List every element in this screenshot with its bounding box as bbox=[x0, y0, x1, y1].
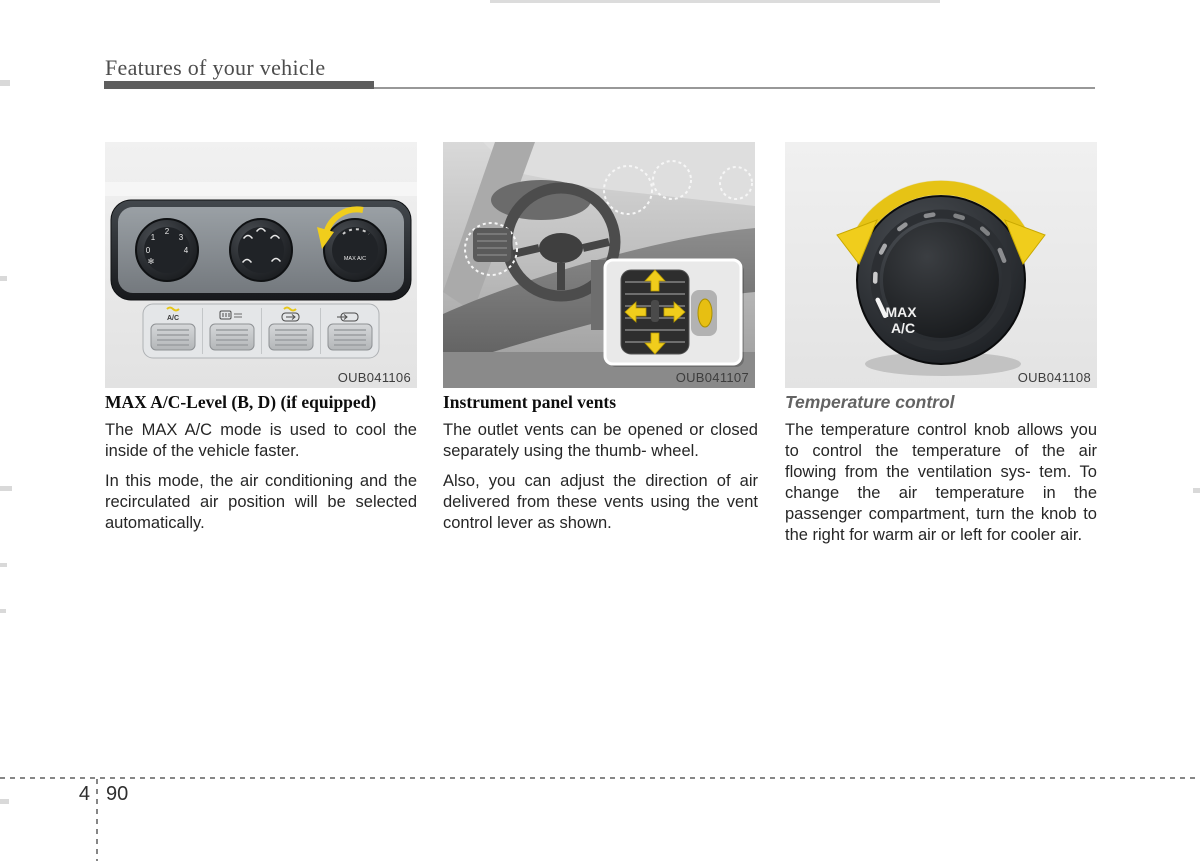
section-heading: Temperature control bbox=[785, 392, 955, 412]
page-title: Features of your vehicle bbox=[105, 55, 326, 80]
knob-label-max: MAX bbox=[885, 304, 917, 320]
figure-instrument-panel-vents bbox=[443, 142, 755, 388]
scan-artifact bbox=[1193, 488, 1200, 493]
svg-text:1: 1 bbox=[150, 233, 156, 242]
section-heading: MAX A/C-Level (B, D) (if equipped) bbox=[105, 392, 377, 412]
scan-artifact bbox=[0, 799, 9, 804]
climate-control-illustration bbox=[105, 142, 417, 388]
side-vent bbox=[473, 228, 511, 262]
section-heading: Instrument panel vents bbox=[443, 392, 617, 412]
knob-label-ac: A/C bbox=[890, 320, 916, 336]
figure-temperature-knob bbox=[785, 142, 1097, 388]
page-number: 90 bbox=[106, 783, 129, 805]
temperature-knob-illustration bbox=[785, 142, 1097, 388]
section-temperature-control bbox=[785, 392, 1097, 555]
vent-inset-callout bbox=[605, 260, 744, 367]
switch-strip bbox=[143, 304, 379, 358]
section-paragraph: The MAX A/C mode is used to cool the inside of the vehicle faster. bbox=[105, 421, 417, 460]
fan-speed-knob bbox=[136, 219, 198, 281]
figure-caption: OUB041106 bbox=[337, 370, 411, 385]
svg-text:MAX A/C: MAX A/C bbox=[343, 256, 367, 262]
scan-artifact bbox=[0, 609, 6, 613]
scan-artifact bbox=[0, 276, 7, 281]
mode-knob bbox=[230, 219, 292, 281]
figure-climate-control-panel bbox=[105, 142, 417, 388]
temperature-knob-small bbox=[324, 219, 386, 281]
figure-caption: OUB041108 bbox=[1017, 370, 1091, 385]
scan-artifact bbox=[0, 563, 7, 567]
section-paragraph: Also, you can adjust the direction of air delivered from these vents using the vent control lever as shown. bbox=[443, 472, 758, 532]
section-paragraph: In this mode, the air conditioning and the recirculated air position will be selected automatically. bbox=[105, 472, 417, 532]
svg-text:0: 0 bbox=[145, 246, 151, 255]
fan-icon: ✻ bbox=[147, 257, 155, 266]
svg-text:2: 2 bbox=[164, 227, 170, 236]
svg-text:3: 3 bbox=[178, 233, 184, 242]
svg-text:4: 4 bbox=[183, 246, 189, 255]
thumbwheel-icon bbox=[698, 299, 712, 327]
dashboard-illustration bbox=[443, 142, 755, 388]
figure-caption: OUB041107 bbox=[675, 370, 749, 385]
title-underline-bar bbox=[104, 81, 374, 89]
scan-artifact bbox=[0, 486, 12, 491]
section-max-ac-level bbox=[105, 392, 417, 543]
scan-artifact bbox=[0, 80, 10, 86]
trim-dashed-line-vertical bbox=[96, 779, 98, 861]
trim-dashed-line-horizontal bbox=[0, 777, 1200, 779]
section-paragraph: The temperature control knob allows you to control the temperature of the air flowing from the ventilation sys- tem. To change the air temperature in the passenger compartment, turn the knob to the right for warm air or left for cooler air. bbox=[785, 421, 1097, 544]
scan-edge-line bbox=[490, 0, 940, 3]
svg-text:A/C: A/C bbox=[166, 315, 180, 322]
chapter-number: 4 bbox=[78, 783, 90, 805]
section-instrument-panel-vents bbox=[443, 392, 758, 543]
section-paragraph: The outlet vents can be opened or closed separately using the thumb- wheel. bbox=[443, 421, 758, 460]
title-underline-rule bbox=[374, 87, 1095, 89]
temperature-knob bbox=[857, 196, 1025, 364]
